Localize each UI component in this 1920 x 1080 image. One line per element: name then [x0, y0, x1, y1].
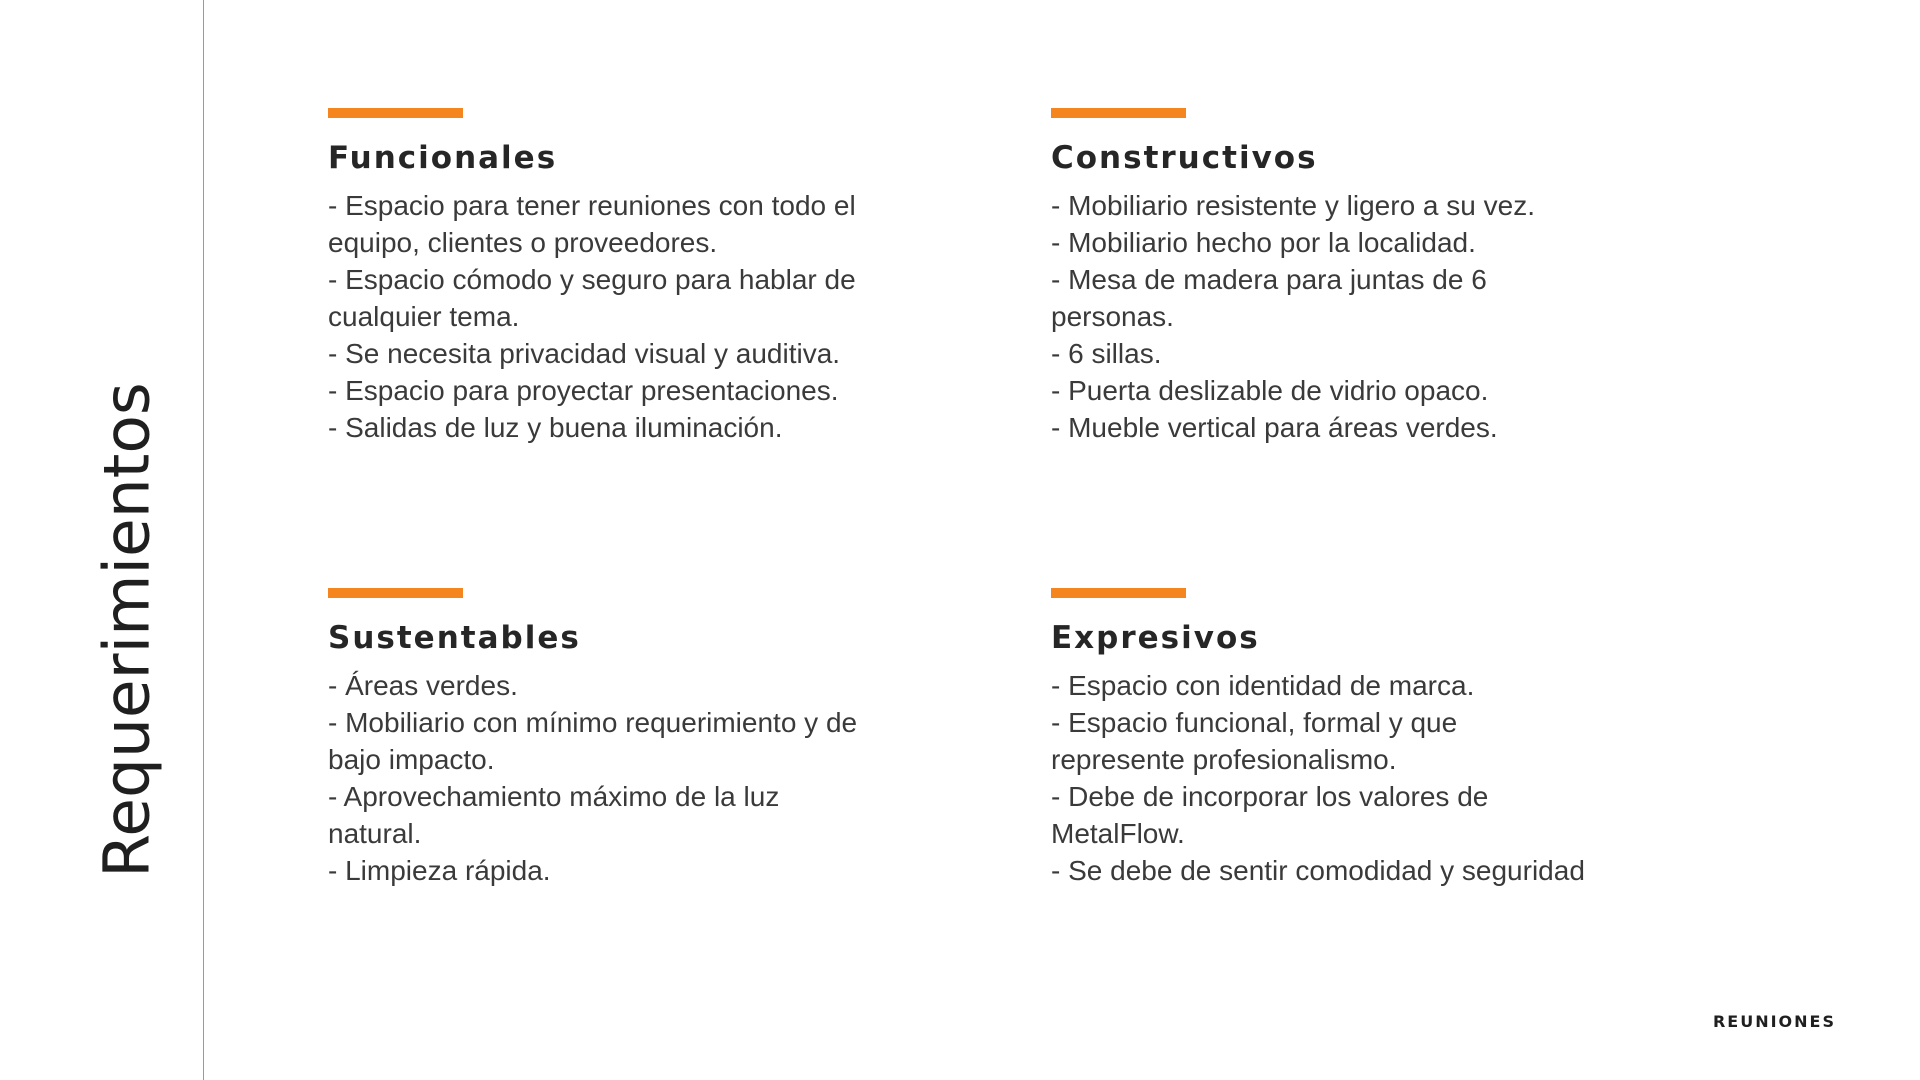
accent-bar	[328, 588, 463, 598]
section-heading: Constructivos	[1051, 140, 1318, 176]
section-list	[328, 667, 968, 889]
section-funcionales	[328, 108, 968, 446]
list-item: - Espacio con identidad de marca.	[1051, 670, 1475, 702]
section-constructivos	[1051, 108, 1691, 446]
list-item: - Debe de incorporar los valores de	[1051, 781, 1489, 813]
section-expresivos	[1051, 588, 1691, 889]
list-item: - Espacio cómodo y seguro para hablar de	[328, 264, 856, 296]
list-item: cualquier tema.	[328, 301, 520, 333]
list-item: - Áreas verdes.	[328, 670, 518, 702]
list-item: represente profesionalismo.	[1051, 744, 1397, 776]
list-item: - Mobiliario resistente y ligero a su vez.	[1051, 190, 1535, 222]
list-item: - Espacio para tener reuniones con todo el	[328, 190, 856, 222]
accent-bar	[1051, 588, 1186, 598]
list-item: - Espacio funcional, formal y que	[1051, 707, 1458, 739]
list-item: - 6 sillas.	[1051, 338, 1162, 370]
list-item: personas.	[1051, 301, 1174, 333]
section-list	[1051, 187, 1691, 446]
list-item: - Mesa de madera para juntas de 6	[1051, 264, 1487, 296]
section-heading: Funcionales	[328, 140, 558, 176]
accent-bar	[1051, 108, 1186, 118]
list-item: natural.	[328, 818, 422, 850]
section-heading: Sustentables	[328, 620, 581, 656]
vertical-divider	[203, 0, 204, 1080]
list-item: - Se debe de sentir comodidad y seguridad	[1051, 855, 1585, 887]
list-item: - Mobiliario con mínimo requerimiento y de	[328, 707, 858, 739]
list-item: bajo impacto.	[328, 744, 495, 776]
section-sustentables	[328, 588, 968, 889]
list-item: - Se necesita privacidad visual y auditiva.	[328, 338, 841, 370]
section-list	[328, 187, 968, 446]
section-list	[1051, 667, 1691, 889]
accent-bar	[328, 108, 463, 118]
list-item: - Mobiliario hecho por la localidad.	[1051, 227, 1476, 259]
footer-label: REUNIONES	[1712, 1012, 1836, 1031]
list-item: equipo, clientes o proveedores.	[328, 227, 718, 259]
page-title: Requerimientos	[90, 382, 164, 878]
list-item: - Puerta deslizable de vidrio opaco.	[1051, 375, 1489, 407]
list-item: - Espacio para proyectar presentaciones.	[328, 375, 839, 407]
section-heading: Expresivos	[1051, 620, 1260, 656]
list-item: - Limpieza rápida.	[328, 855, 551, 887]
list-item: - Mueble vertical para áreas verdes.	[1051, 412, 1498, 444]
list-item: MetalFlow.	[1051, 818, 1185, 850]
side-title-area	[0, 0, 203, 1080]
list-item: - Aprovechamiento máximo de la luz	[328, 781, 780, 813]
list-item: - Salidas de luz y buena iluminación.	[328, 412, 783, 444]
